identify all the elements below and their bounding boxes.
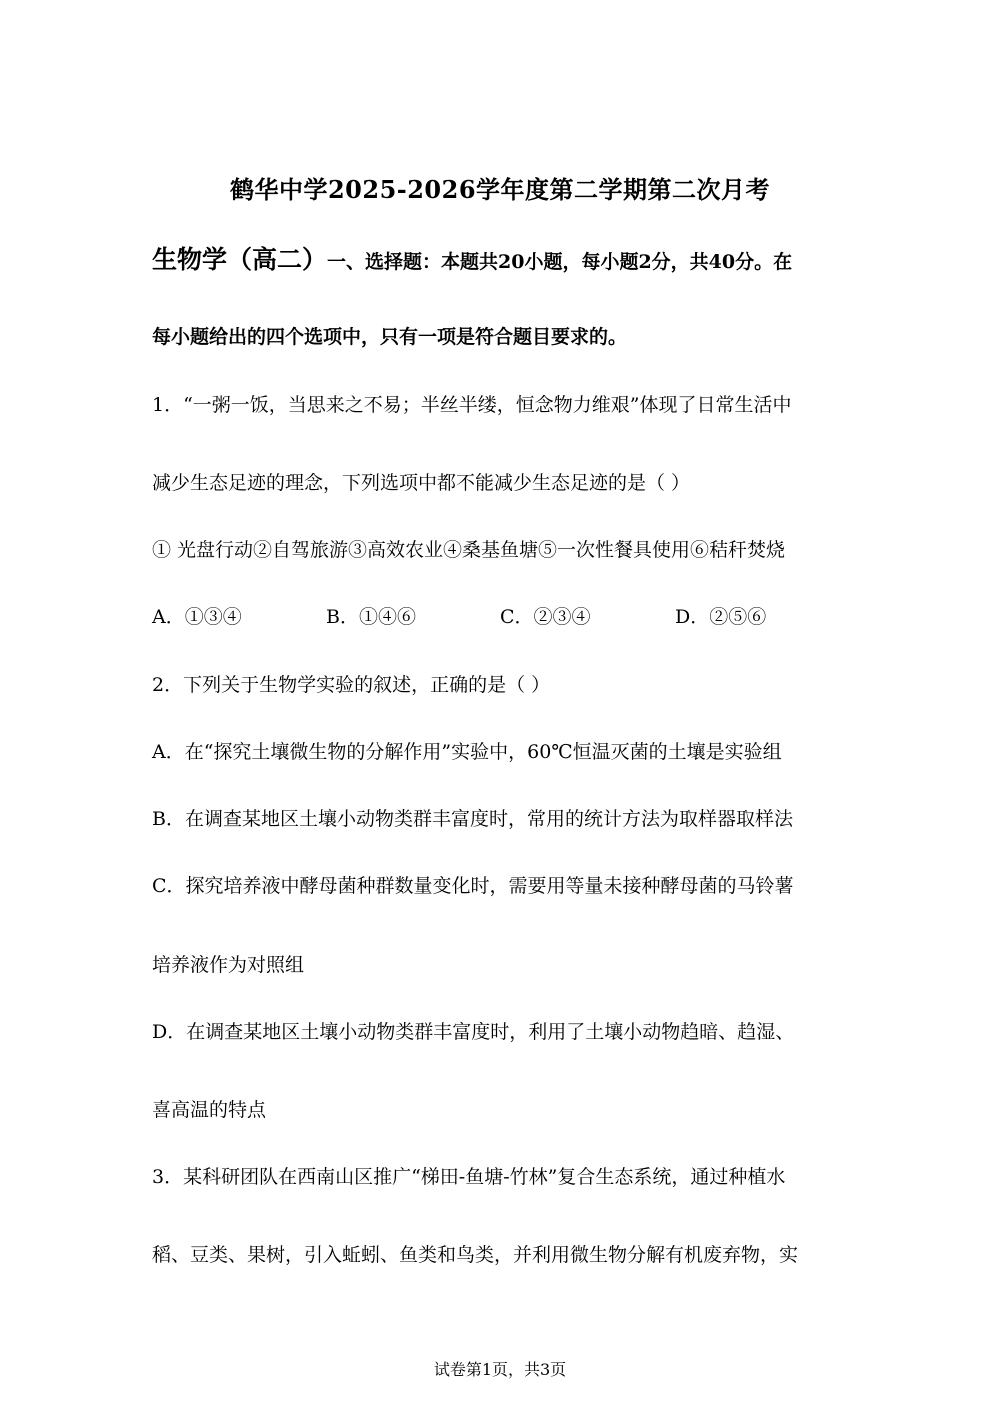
- question-1-item-list: ① 光盘行动②自驾旅游③高效农业④桑基鱼塘⑤一次性餐具使用⑥秸秆焚烧: [152, 539, 786, 561]
- question-1-option-a: A．①③④: [152, 606, 242, 628]
- subject-and-section-line: [152, 240, 792, 276]
- question-3-stem-line-1: 3．某科研团队在西南山区推广“梯田-鱼塘-竹林”复合生态系统，通过种植水: [152, 1166, 786, 1188]
- question-2-option-c-line-2: 培养液作为对照组: [152, 954, 305, 976]
- question-3-stem-line-2: 稻、豆类、果树，引入蚯蚓、鱼类和鸟类，并利用微生物分解有机废弃物，实: [152, 1244, 799, 1266]
- question-1-stem-line-1: 1．“一粥一饭，当思来之不易；半丝半缕，恒念物力维艰”体现了日常生活中: [152, 394, 792, 416]
- question-1-option-b: B．①④⑥: [326, 606, 416, 628]
- question-2-option-d-line-1: D．在调查某地区土壤小动物类群丰富度时，利用了土壤小动物趋暗、趋湿、: [152, 1021, 795, 1043]
- exam-title: 鹤华中学2025-2026学年度第二学期第二次月考: [229, 175, 771, 204]
- subject-label: 生物学（高二）: [152, 245, 328, 274]
- section-intro-part-2: 每小题给出的四个选项中，只有一项是符合题目要求的。: [152, 326, 628, 348]
- question-2-stem: 2．下列关于生物学实验的叙述，正确的是（ ）: [152, 674, 551, 696]
- question-2-option-c-line-1: C．探究培养液中酵母菌种群数量变化时，需要用等量未接种酵母菌的马铃薯: [152, 875, 794, 897]
- page-footer: 试卷第1页，共3页: [433, 1360, 567, 1379]
- question-1-option-d: D．②⑤⑥: [675, 606, 767, 628]
- question-2-option-b: B．在调查某地区土壤小动物类群丰富度时，常用的统计方法为取样器取样法: [152, 808, 793, 830]
- question-2-option-a: A．在“探究土壤微生物的分解作用”实验中，60℃恒温灭菌的土壤是实验组: [152, 741, 782, 763]
- question-1-stem-line-2: 减少生态足迹的理念，下列选项中都不能减少生态足迹的是（ ）: [152, 472, 691, 494]
- section-intro-part-1: 一、选择题：本题共20小题，每小题2分，共40分。在: [327, 251, 793, 273]
- question-1-option-c: C．②③④: [500, 606, 591, 628]
- question-2-option-d-line-2: 喜高温的特点: [152, 1099, 267, 1121]
